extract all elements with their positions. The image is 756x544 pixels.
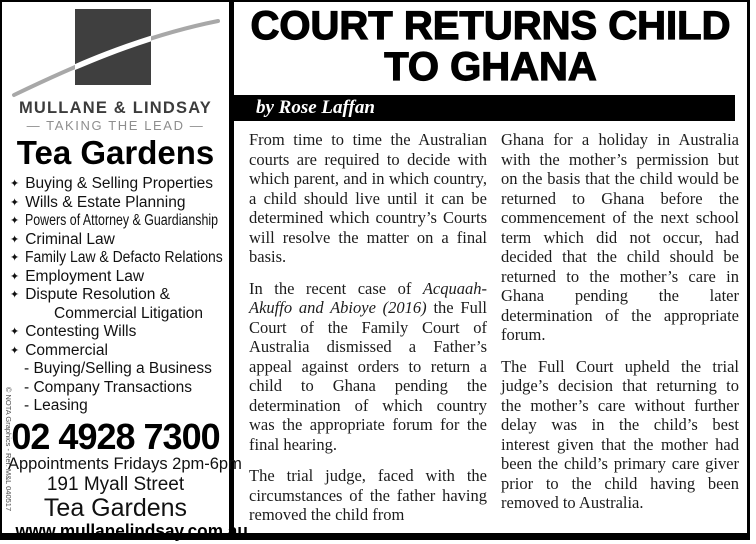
byline-bar [234,95,735,121]
diamond-bullet-icon: ✦ [10,233,20,246]
service-item [8,286,223,305]
article-body [234,121,747,537]
service-label: Criminal Law [25,230,115,248]
diamond-bullet-icon: ✦ [10,178,20,190]
service-item [8,360,223,379]
mullane-lindsay-logo-swoosh-graphic [8,7,224,99]
service-label: Family Law & Defacto Relations [25,249,223,266]
byline-author: by Rose Laffan [256,97,375,118]
article-column-2 [501,130,739,537]
article-paragraph: In the recent case of Acquaah-Akuffo and Abioye (2016) the Full Court of the Family Court of Australia dismissed a Father’s appeal against orders to return a child to Ghana pending the determination of which country was the appropriate forum for the final hearing. [249,278,487,454]
service-item [8,194,223,213]
website-url: www.mullanelindsay.com.au [15,519,248,541]
diamond-bullet-icon: ✦ [10,344,20,357]
article-paragraph: The trial judge, faced with the circumstances of the father having removed the child from [249,466,487,524]
service-label: Buying & Selling Properties [25,175,214,192]
firm-name: MULLANE & LINDSAY [18,99,213,117]
article-paragraph: The Full Court upheld the trial judge’s decision that returning to the mother’s care without further delay was in the child’s best interest given that the mother had been the child’s primary care giver prior to the child having been removed to Australia. [501,356,739,512]
diamond-bullet-icon: ✦ [10,252,20,264]
service-label: Powers of Attorney & Guardianship [25,212,219,229]
services-list [8,175,223,416]
service-item [8,268,223,287]
diamond-bullet-icon: ✦ [10,289,20,301]
service-item [8,212,223,231]
service-item [8,323,223,342]
phone-number: 02 4928 7300 [11,415,220,457]
service-label: - Company Transactions [24,378,192,396]
law-firm-sidebar [2,2,248,541]
firm-tagline: — TAKING THE LEAD — [26,118,205,133]
diamond-bullet-icon: ✦ [10,196,20,209]
diamond-bullet-icon: ✦ [10,270,20,283]
service-item [8,342,223,361]
service-label: Commercial Litigation [54,304,204,322]
service-label: - Leasing [24,397,88,414]
print-credit-vertical: © NOTA Graphics - Ref: M&L 040517 [4,386,13,512]
article-area [234,2,747,533]
service-label: Employment Law [25,267,145,285]
service-item [8,305,223,324]
article-headline: COURT RETURNS CHILD TO GHANA [250,4,731,89]
street-address: 191 Myall Street [46,473,185,495]
service-item [8,249,223,268]
service-item [8,379,223,398]
location-heading: Tea Gardens [16,134,215,171]
diamond-bullet-icon: ✦ [10,326,20,338]
article-paragraph: From time to time the Australian courts are required to decide with which parent, and in which country, a child should live until it can be determined which country’s Courts will resolve the matter on a final basis. [249,130,487,266]
service-label: Wills & Estate Planning [25,193,186,211]
suburb-address: Tea Gardens [43,493,188,522]
service-label: Contesting Wills [25,323,137,340]
article-paragraph: Ghana for a holiday in Australia with the mother’s permission but on the basis that the child would be returned to Ghana before the commencement of the next school term which did not occur, had decided that the child should be returned to the mother’s care in Ghana pending the later determination of the appropriate forum. [501,130,739,344]
service-label: Dispute Resolution & [25,286,170,303]
service-label: - Buying/Selling a Business [24,360,212,377]
article-column-1 [249,130,487,537]
service-item [8,175,223,194]
service-label: Commercial [25,341,108,359]
service-item [8,397,223,416]
appointments-note: Appointments Fridays 2pm-6pm [8,454,242,473]
service-item [8,231,223,250]
diamond-bullet-icon: ✦ [10,215,20,227]
